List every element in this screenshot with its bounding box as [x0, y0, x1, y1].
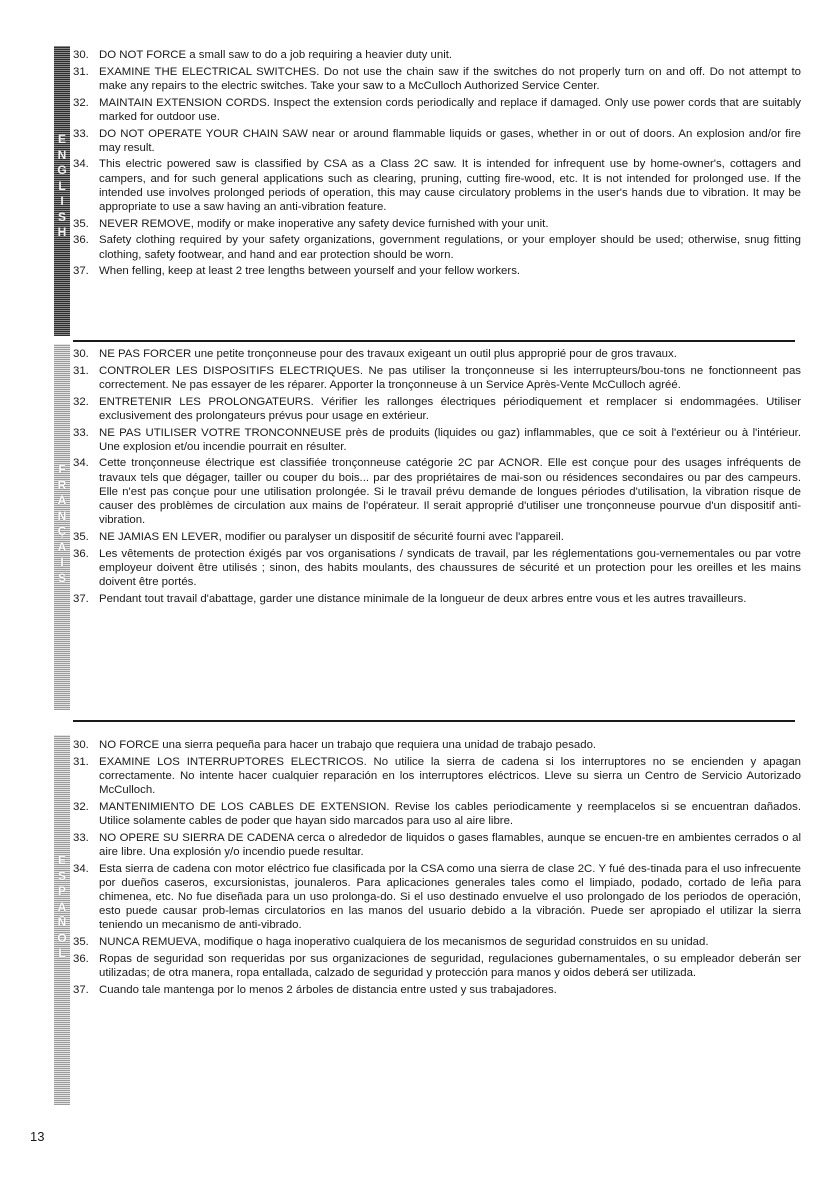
- item-number: 31.: [73, 755, 89, 768]
- item-text: ENTRETENIR LES PROLONGATEURS. Vérifier les rallonges électriques périodiquement et remplacer si endommagées. Utiliser exclusivement des prolongateurs prévus pour usage en extérieur.: [99, 395, 801, 422]
- section-divider: [73, 720, 795, 722]
- item-text: NE PAS FORCER une petite tronçonneuse pour des travaux exigeant un outil plus approprié pour de gros travaux.: [99, 348, 677, 360]
- item-number: 34.: [73, 457, 89, 470]
- safety-list-french: [73, 347, 801, 608]
- item-number: 37.: [73, 983, 89, 996]
- item-text: Les vêtements de protection éxigés par vos organisations / syndicats de travail, par les réglementations gou-vernementales ou par votre employeur doivent être utilisés ; sinon, des habits moulants, des chaussures de sécurité et un protection pour les oreilles et les mains doivent être portés.: [99, 547, 801, 589]
- list-item: [73, 983, 801, 997]
- tab-letter: P: [57, 884, 66, 898]
- tab-letter: S: [57, 570, 66, 585]
- list-item: [73, 395, 801, 423]
- list-item: [73, 862, 801, 933]
- list-item: [73, 217, 801, 231]
- list-item: [73, 233, 801, 261]
- item-text: EXAMINE THE ELECTRICAL SWITCHES. Do not use the chain saw if the switches do not properly turn on and off. Do not attempt to make any repairs to the electric switches. Take your saw to a McCulloch Authorized Service Center.: [99, 65, 801, 92]
- tab-letter: S: [57, 868, 66, 883]
- language-tab-spanish: [54, 735, 70, 1105]
- language-tab-label: [54, 132, 70, 241]
- item-number: 35.: [73, 217, 89, 230]
- language-tab-label: [54, 853, 70, 962]
- item-text: Safety clothing required by your safety organizations, government regulations, or your employer should be used; otherwise, snug fitting clothing, safety footwear, and hand and ear protection should be worn.: [99, 234, 801, 261]
- item-text: Pendant tout travail d'abattage, garder une distance minimale de la longueur de deux arbres entre vous et les autres travailleurs.: [99, 592, 747, 605]
- item-number: 34.: [73, 862, 89, 875]
- item-number: 34.: [73, 158, 89, 171]
- tab-letter: G: [57, 163, 67, 177]
- list-item: [73, 48, 801, 62]
- item-number: 30.: [73, 49, 89, 61]
- list-item: [73, 530, 801, 544]
- list-item: [73, 755, 801, 798]
- item-number: 32.: [73, 800, 89, 813]
- language-tab-french: [54, 344, 70, 710]
- item-number: 30.: [73, 348, 89, 360]
- item-number: 36.: [73, 547, 89, 560]
- list-item: [73, 347, 801, 361]
- tab-letter: F: [58, 462, 66, 476]
- item-text: MAINTAIN EXTENSION CORDS. Inspect the extension cords periodically and replace if damaged. Only use power cords that are suitably marked for outdoor use.: [99, 96, 801, 123]
- safety-list-english: [73, 48, 801, 281]
- item-number: 33.: [73, 426, 89, 439]
- item-text: NE JAMIAS EN LEVER, modifier ou paralyser un dispositif de sécurité fourni avec l'appareil.: [99, 530, 564, 543]
- item-text: NO FORCE una sierra pequeña para hacer un trabajo que requiera una unidad de trabajo pesado.: [99, 739, 597, 751]
- tab-letter: A: [57, 493, 67, 507]
- item-number: 32.: [73, 395, 89, 408]
- item-number: 31.: [73, 65, 89, 78]
- tab-letter: H: [57, 225, 67, 239]
- item-text: EXAMINE LOS INTERRUPTORES ELECTRICOS. No utilice la sierra de cadena si los interruptores no se encienden y apagan correctamente. No intente hacer cualquier reparación en los interruptores eléctricos. Lleve su sierra un Centro de Servicio Autorizado McCulloch.: [99, 755, 801, 797]
- tab-letter: R: [57, 477, 67, 492]
- item-number: 32.: [73, 96, 89, 109]
- tab-letter: I: [60, 555, 64, 569]
- safety-list-spanish: [73, 738, 801, 999]
- tab-letter: I: [60, 194, 64, 208]
- item-number: 31.: [73, 364, 89, 377]
- tab-letter: E: [57, 853, 66, 867]
- item-text: NO OPERE SU SIERRA DE CADENA cerca o alrededor de liquidos o gases flamables, aunque se encuen-tre en ambientes cerrados o al aire libre. Una explosión y/o incendio puede resultar.: [99, 831, 801, 858]
- list-item: [73, 157, 801, 214]
- item-number: 33.: [73, 127, 89, 140]
- tab-letter: Ñ: [57, 915, 67, 929]
- list-item: [73, 127, 801, 155]
- item-text: This electric powered saw is classified by CSA as a Class 2C saw. It is intended for infrequent use by home-owner's, cottagers and campers, and for such general applications such as clearing, pruning, cutting fire-wood, etc. It is not intended for prolonged use. If the intended use involves prolonged periods of operation, this may cause circulatory problems in the user's hands due to vibration. It may be appropriate to use a saw having an anti-vibration feature.: [99, 158, 801, 214]
- item-text: NEVER REMOVE, modify or make inoperative any safety device furnished with your unit.: [99, 217, 549, 230]
- tab-letter: S: [57, 209, 66, 224]
- list-item: [73, 364, 801, 392]
- item-number: 37.: [73, 265, 89, 278]
- list-item: [73, 935, 801, 949]
- list-item: [73, 831, 801, 859]
- item-number: 30.: [73, 739, 89, 751]
- item-number: 35.: [73, 936, 89, 949]
- list-item: [73, 426, 801, 454]
- list-item: [73, 264, 801, 278]
- list-item: [73, 96, 801, 124]
- item-number: 36.: [73, 234, 89, 247]
- tab-letter: L: [58, 946, 66, 960]
- list-item: [73, 456, 801, 527]
- item-text: MANTENIMIENTO DE LOS CABLES DE EXTENSION. Revise los cables periodicamente y reemplacelos si se encuentran dañados. Utilice solamente cables de poder que hayan sido marcados para uso al aire libre.: [99, 800, 801, 828]
- item-number: 35.: [73, 530, 89, 543]
- page-number: 13: [30, 1129, 45, 1144]
- tab-letter: E: [57, 132, 66, 146]
- list-item: [73, 547, 801, 590]
- item-number: 33.: [73, 831, 89, 844]
- item-text: CONTROLER LES DISPOSITIFS ELECTRIQUES. Ne pas utiliser la tronçonneuse si les interrupteurs/bou-tons ne fonctionneent pas correctement. Ne pas essayer de les réparer. Apporter la tronçonneuse à un Service Après-Vente McCulloch agréé.: [99, 364, 801, 391]
- item-text: Ropas de seguridad son requeridas por sus organizaciones de seguridad, regulaciones gubernamentales, o su empleador deberán ser utilizadas; de otra manera, ropa entallada, calzado de seguridad y protección para manos y oidos deberá ser utilizada.: [99, 952, 801, 980]
- tab-letter: Ç: [57, 524, 67, 538]
- item-text: NE PAS UTILISER VOTRE TRONCONNEUSE près de produits (liquides ou gaz) inflammables, que ce soit à l'extérieur ou à l'intérieur. Une explosion et/ou incendie pourrait en résulter.: [99, 426, 801, 453]
- item-text: DO NOT OPERATE YOUR CHAIN SAW near or around flammable liquids or gases, whether in or out of doors. An explosion and/or fire may result.: [99, 127, 801, 154]
- item-text: When felling, keep at least 2 tree lengths between yourself and your fellow workers.: [99, 265, 521, 278]
- language-tab-label: [54, 462, 70, 586]
- item-number: 36.: [73, 952, 89, 965]
- tab-letter: O: [57, 930, 67, 945]
- tab-letter: N: [57, 508, 67, 523]
- tab-letter: A: [57, 899, 67, 914]
- item-text: DO NOT FORCE a small saw to do a job requiring a heavier duty unit.: [99, 49, 453, 61]
- list-item: [73, 952, 801, 980]
- list-item: [73, 800, 801, 828]
- language-tab-english: [54, 46, 70, 336]
- list-item: [73, 65, 801, 93]
- tab-letter: L: [58, 178, 66, 193]
- tab-letter: N: [57, 147, 67, 162]
- tab-letter: A: [57, 539, 67, 554]
- item-text: Cuando tale mantenga por lo menos 2 árboles de distancia entre usted y sus trabajadores.: [99, 983, 557, 996]
- item-text: Cette tronçonneuse électrique est classifiée tronçonneuse catégorie 2C par ACNOR. Elle est conçue pour des usages infréquents de travaux tels que dégager, tailler ou couper du bois... par des propriétaires de mai-son ou résidences secondaires ou par des campeurs. Elle n'est pas conçue pour une utilisation prolongée. Si le travail prévu demande de longues périodes d'utilisation, la vibration risque de causer des problèmes de circulation aux mains de l'opérateur. Il serait approprié d'utiliser une tronçonneuse pourvue d'un dispositif anti-vibration.: [99, 457, 801, 527]
- section-divider: [73, 340, 795, 342]
- item-text: Esta sierra de cadena con motor eléctrico fue clasificada por la CSA como una sierra de clase 2C. Y fué des-tinada para el uso infrecuente por dueños caseros, excursionistas, jounaleros. Para aplicaciones generales tales como el limpiado, podado, cortado de leña para chimenea, etc. No fue diseñada para un uso prolonga-do. Si el uso destinado envuelve el uso prolongado de los periodos de operación, esto puede causar prob-lemas circulatorios en las manos del usuario debido a la vibración. Puede ser apropiado el utilizar la sierra teniendo un mecanismo de anti-vibrado.: [99, 862, 801, 932]
- list-item: [73, 738, 801, 752]
- item-number: 37.: [73, 592, 89, 605]
- list-item: [73, 592, 801, 606]
- item-text: NUNCA REMUEVA, modifique o haga inoperativo cualquiera de los mecanismos de seguridad construidos en su unidad.: [99, 936, 709, 949]
